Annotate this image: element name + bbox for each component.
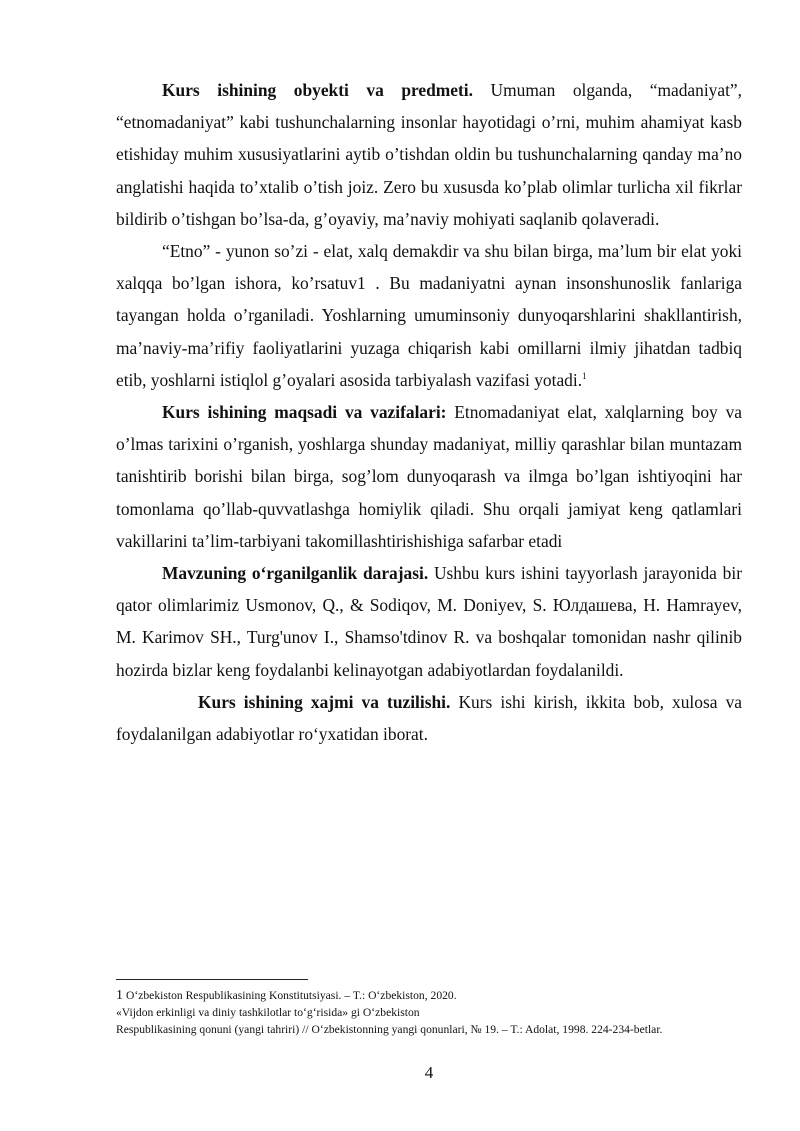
footnote-line: Respublikasining qonuni (yangi tahriri) // O‘zbekistonning yangi qonunlari, № 19. – T.: Adolat, 1998. 224-234-betlar. bbox=[116, 1022, 663, 1036]
paragraph-text: Kurs ishi kirish, ikkita bob, xulosa va foydalanilgan adabiyotlar ro‘yxatidan iborat. bbox=[116, 691, 742, 745]
paragraph-text: Etnomadaniyat elat, xalqlarning boy va o’lmas tarixini o’rganish, yoshlarga shunday madaniyat, milliy qarashlar bilan muntazam tanishtirib borishi bilan birga, sog’lom dunyoqarash va ilmga bo’lgan ishtiyoqini har tomonlama qo’llab-quvvatlashga homiylik qiladi. Shu orqali jamiyat keng qatlamlari vakillarini ta’lim-tarbiyani takomillashtirishishiga safarbar etadi bbox=[116, 402, 742, 551]
paragraph-text: Umuman olganda, “madaniyat”, “etnomadaniyat” kabi tushunchalarning insonlar hayotidagi o’rni, muhim ahamiyat kasb etishiday muhim xususiyatlarini aytib o’tishdan oldin bu tushunchalarning qanday ma’no anglatishi haqida to’xtalib o’tish joiz. Zero bu xususda ko’plab olimlar turlicha xil fikrlar bildirib o’tishgan bo’lsa-da, g’oyaviy, ma’naviy mohiyati saqlanib qolaveradi. bbox=[116, 80, 742, 229]
footnote-divider bbox=[116, 979, 308, 980]
footnote-reference[interactable]: 1 bbox=[582, 371, 587, 382]
heading-study-level: Mavzuning o‘rganilganlik darajasi. bbox=[162, 563, 429, 584]
footnote-line: 1 O‘zbekiston Respublikasining Konstitutsiyasi. – T.: O‘zbekiston, 2020. bbox=[116, 988, 457, 1003]
page-number: 4 bbox=[424, 1063, 434, 1082]
heading-structure: Kurs ishining xajmi va tuzilishi. bbox=[198, 691, 451, 712]
paragraph-etno bbox=[116, 235, 742, 396]
paragraph-study-level bbox=[116, 557, 742, 686]
paragraph-text: Ushbu kurs ishini tayyorlash jarayonida bir qator olimlarimiz Usmonov, Q., & Sodiqov, M. Doniyev, S. Юлдашева, H. Hamrayev, M. Karimov SH., Turg'unov I., Shamso'tdinov R. va boshqalar tomonidan nashr qilinib hozirda bizlar keng foydalanbi kelinayotgan adabiyotlardan foydalanildi. bbox=[116, 563, 742, 680]
footnotes bbox=[116, 988, 742, 1038]
footnote-marker: 1 bbox=[116, 988, 123, 1003]
heading-object-subject: Kurs ishining obyekti va predmeti. bbox=[162, 80, 473, 100]
footnote-line: «Vijdon erkinligi va diniy tashkilotlar to‘g‘risida» gi O‘zbekiston bbox=[116, 1005, 420, 1019]
paragraph-text: “Etno” - yunon so’zi - elat, xalq demakdir va shu bilan birga, ma’lum bir elat yoki xalqqa bo’lgan ishora, ko’rsatuv1 . Bu madaniyatni aynan insonshunoslik fanlariga tayangan holda o’rganiladi. Yoshlarning umuminsoniy dunyoqarshlarini shakllantirish, ma’naviy-ma’rifiy faoliyatlarini yuzaga chiqarish kabi omillarni ilmiy jihatdan tadbiq etib, yoshlarni istiqlol g’oyalari asosida tarbiyalash vazifasi yotadi. bbox=[116, 241, 742, 390]
paragraph-goals bbox=[116, 396, 742, 557]
paragraph-object-subject bbox=[116, 74, 742, 235]
paragraph-structure bbox=[116, 686, 742, 750]
body-text bbox=[116, 74, 742, 750]
heading-goals: Kurs ishining maqsadi va vazifalari: bbox=[162, 402, 447, 423]
